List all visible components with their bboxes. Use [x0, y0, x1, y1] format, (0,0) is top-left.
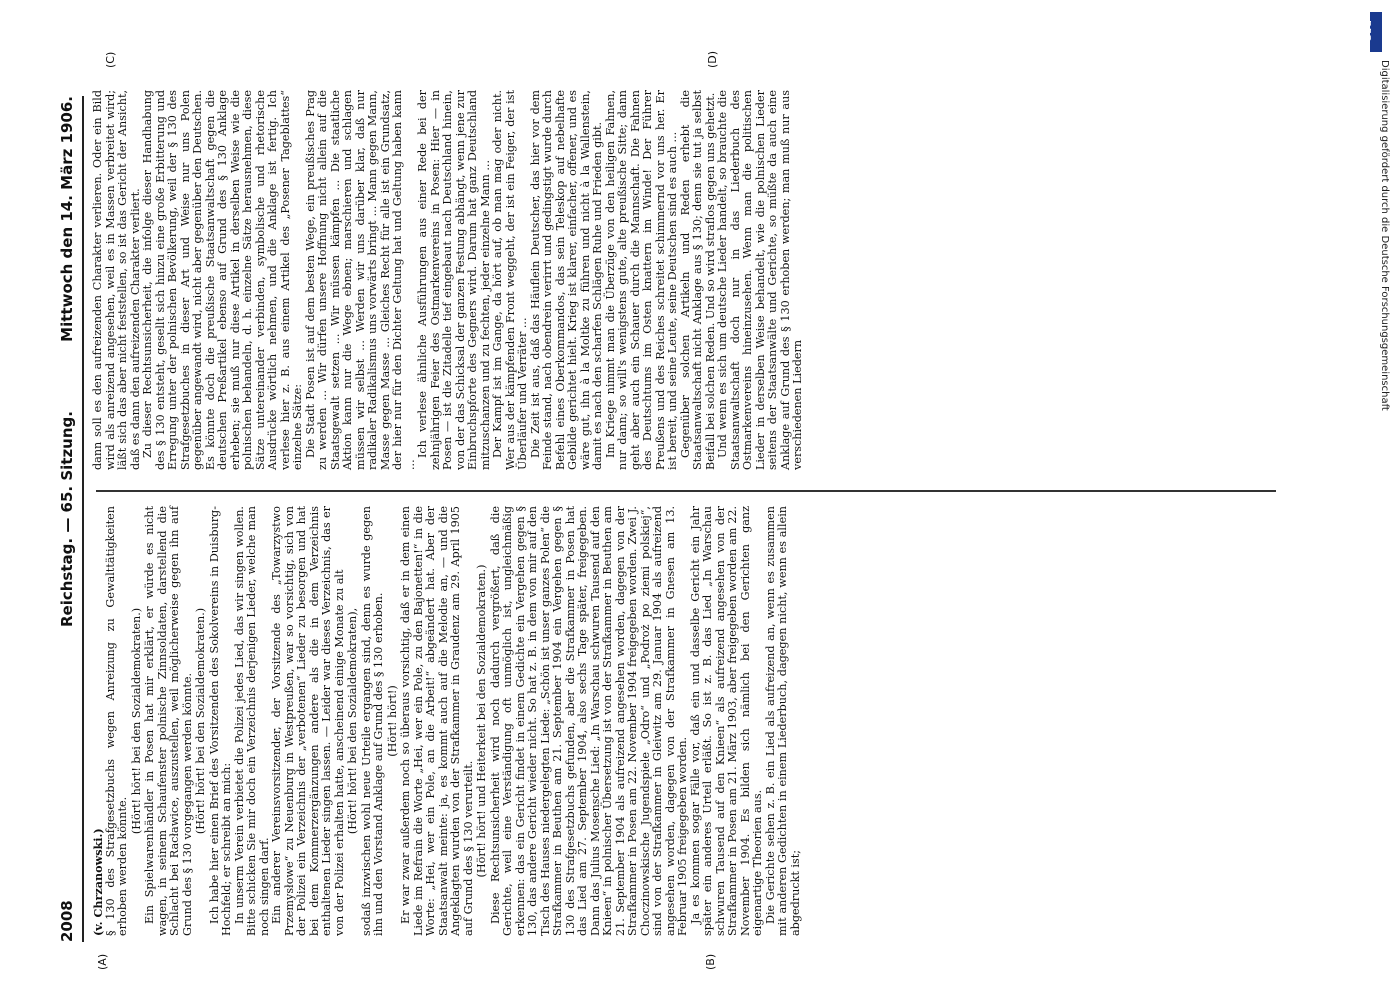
quotation: Die Zeit ist aus, daß das Häuflein Deutscher, das hier vor dem Feinde stand, nach obendrein verirrt und gedingstigt wurde durch Befehl eines Oberkommandos, das sein Teleskop auf nebelhafte Gebilde gerichtet hielt. Krieg ist klarer, einfacher, offener, und es wäre gut, ihn à la Moltke zu führen und nicht à la Wallenstein, damit es nach den scharfen Schlägen Ruhe und Frieden gibt. [528, 90, 604, 470]
paragraph: Diese Rechtsunsicherheit wird noch dadurch vergrößert, daß die Gerichte, weil eine Verständigung oft unmöglich ist, ungleichmäßig erkennen: das ein Gericht findet in einem Gedichte ein Vergehen gegen § 130, das andere Gericht wieder nicht. So hat z. B. in dem von mir auf den Tisch des Hauses niedergelegten Liede: „Schön ist unser ganzes Polen“ die Strafkammer in Beuthen am 21. September 1904 ein Vergehen gegen § 130 des Strafgesetzbuchs gefunden, aber die Strafkammer in Posen hat das Lied am 27. September 1904, also sechs Tage später, freigegeben. Dann das Julius Mosensche Lied: „In Warschau schwuren Tausend auf den Knieen“ in polnischer Übersetzung ist von der Strafkammer in Beuthen am 21. September 1904 als aufreizend angesehen worden, dagegen von der Strafkammer in Posen am 22. November 1904 freigegeben worden. Zwei J. Choczinowskische Jugendspiele „Odro“ und „Podroż po ziemi polskiej“, sind von der Strafkammer in Gleiwitz am 29. Januar 1904 als aufreizend angesehen worden, dagegen von der Strafkammer in Gnesen am 13. Februar 1905 freigegeben worden. [488, 506, 689, 936]
paragraph: Ich habe hier einen Brief des Vorsitzenden des Sokolvereins in Duisburg-Hochfeld; er schreibt an mich: [207, 506, 233, 936]
column-divider [96, 490, 1276, 492]
paragraph: sodaß inzwischen wohl neue Urteile ergangen sind, denn es wurde gegen ihn und den Vorstand Anklage auf Grund des § 130 erhoben. [359, 506, 385, 936]
left-column [92, 506, 802, 936]
interjection: (Hört! hört!) [385, 685, 399, 757]
paragraph: dann soll es den aufreizenden Charakter verlieren. Oder ein Bild wird als anreizend angesehen, weil es in Massen verbreitet wird; läßt sich das aber nicht feststellen, so ist das Gericht der Ansicht, daß es dann den aufreizenden Charakter verliert. [91, 90, 142, 470]
paragraph: § 130 des Strafgesetzbuchs wegen Anreizung zu Gewalttätigkeiten erhoben werden könnte. [103, 506, 129, 936]
paragraph: Zu dieser Rechtsunsicherheit, die infolge dieser Handhabung des § 130 entsteht, gesellt sich hinzu eine große Erbitterung und Erregung unter der polnischen Bevölkerung, weil der § 130 des Strafgesetzbuches in dieser Art und Weise nur uns Polen gegenüber angewandt wird, nicht aber gegenüber den Deutschen. Es könnte doch die preußische Staatsanwaltschaft gegen die deutschen Preßartikel ebenso auf Grund des § 130 Anklage erheben; sie muß nur diese Artikel in derselben Weise wie die polnischen behandeln, d. h. einzelne Sätze herausnehmen, diese Sätze untereinander verbinden, symbolische und rhetorische Ausdrücke wörtlich nehmen, und die Anklage ist fertig. Ich verlese hier z. B. aus einem Artikel des „Posener Tageblattes“ einzelne Sätze: [141, 90, 304, 470]
quotation: Der Kampf ist im Gange, da hört auf, ob man mag oder nicht. Wer aus der kämpfenden Front weggeht, der ist ein Feiger, der ist Überläufer und Verräter ... [491, 90, 529, 470]
paragraph: Ich verlese ähnliche Ausführungen aus einer Rede bei der zehnjährigen Feier des Ostmarkenvereins in Posen: Hier — in Posen — ist die Zitadelle tief eingebaut nach Deutschland hinein, von der das Schicksal der ganzen Festung abhängt, wenn jene zur Einbruchspforte des Gegners wird. Darum hat ganz Deutschland mitzuschanzen und zu fechten, jeder einzelne Mann ... [416, 90, 492, 470]
margin-marker-c: (C) [104, 51, 117, 68]
interjection: (Hört! hört! bei den Sozialdemokraten.) [129, 607, 143, 835]
header-rule [82, 96, 84, 942]
page-header [56, 96, 80, 942]
paragraph: Ein anderer Vereinsvorsitzender, der Vorsitzende des „Towarzystwo Przemysłowe“ zu Neuenburg in Westpreußen, war so vorsichtig, sich von der Polizei ein Verzeichnis der „verbotenen“ Lieder zu besorgen und hat bei dem Kommerzergänzungen andere als die in dem Verzeichnis enthaltenen Lieder singen lassen. — Leider war dieses Verzeichnis, das er von der Polizei erhalten hatte, anscheinend einige Monate zu alt [270, 506, 346, 936]
quotation: Im Kriege nimmt man die Überzüge von den heiligen Fahnen, nur dann; so will's wenigstens gute, alte preußische Sitte; dann geht aber auch ein Schauer durch die Mannschaft. Die Fahnen des Deutschtums im Osten knattern im Winde! Der Führer Preußens und des Reiches schreitet schimmernd vor uns her. Er ist bereit, und seine Leute, seine Deutschen sind es auch ... [603, 90, 679, 470]
right-column [92, 90, 805, 470]
interjection: (Hört! hört! bei den Sozialdemokraten), [346, 607, 359, 835]
paragraph: Gegenüber solchen Artikeln und Reden erhebt die Staatsanwaltschaft nicht Anklage aus § 130; denn sie tut ja selbst Beifall bei solchen Reden. Und so wird straflos gegen uns gehetzt. [678, 90, 717, 470]
digitization-credit: Digitalisierung gefördert durch die Deutsche Forschungsgemeinschaft [1379, 60, 1390, 411]
margin-marker-b: (B) [704, 953, 717, 970]
margin-marker-d: (D) [706, 50, 719, 68]
dfg-logo-text: DFG [1361, 20, 1372, 42]
margin-marker-a: (A) [96, 953, 109, 970]
session-date: Mittwoch den 14. März 1906. [58, 96, 76, 342]
paragraph: Die Gerichte sehen z. B. ein Lied als aufreizend an, wenn es zusammen mit anderen Gedichten in einem Liederbuch, dagegen nicht, wenn es allein abgedruckt ist; [763, 506, 802, 936]
speaker-name: (v. Chrzanowski.) [91, 828, 105, 936]
interjection: (Hört! hört! bei den Sozialdemokraten.) [194, 607, 207, 835]
paragraph: Er war zwar außerdem noch so überaus vorsichtig, daß er in dem einen Liede im Refrain die Worte „Hei, wer ein Pole, zu den Bajonetten!“ in die Worte: „Hei, wer ein Pole, an die Arbeit!“ abgeändert hat. Aber der Staatsanwalt meinte: ja, es kommt auch auf die Melodie an, — und die Angeklagten wurden von der Strafkammer in Graudenz am 29. April 1905 auf Grund des § 130 verurteilt. [399, 506, 475, 936]
quotation: In unserm Verein verbietet die Polizei jedes Lied, das wir singen wollen. Bitte schicken Sie mir doch ein Verzeichnis derjenigen Lieder, welche man noch singen darf. [232, 506, 271, 936]
session-title: Reichstag. — 65. Sitzung. [58, 411, 76, 627]
interjection: (Hört! hört! und Heiterkeit bei den Sozialdemokraten.) [475, 564, 488, 878]
quotation: Die Stadt Posen ist auf dem besten Wege, ein preußisches Prag zu werden ... Wir dürfen unsere Hoffnung nicht allein auf die Staatsgewalt setzen ... Wir müssen kämpfen ... Die staatliche Aktion kann nur die Wege ebnen; marschieren und schlagen müssen wir selbst ... Werden wir uns darüber klar, daß nur radikaler Radikalismus uns vorwärts bringt ... Mann gegen Mann, Masse gegen Masse ... Gleiches Recht für alle ist ein Grundsatz, der hier nur für den Dichter Geltung hat und Geltung haben kann ... [303, 90, 417, 470]
paragraph: Und wenn es sich um deutsche Lieder handelt, so brauchte die Staatsanwaltschaft doch nur in das Liederbuch des Ostmarkenvereins hineinzusehen. Wenn man die politischen Lieder in derselben Weise behandelt, wie die polnischen Lieder seitens der Staatsanwälte und Gerichte, so müßte da auch eine Anklage auf Grund des § 130 erhoben werden; man muß nur aus verschiedenen Liedern [716, 90, 804, 470]
paragraph: Ja es kommen sogar Fälle vor, daß ein und dasselbe Gericht ein Jahr später ein anderes Urteil erläßt. So ist z. B. das Lied „In Warschau schwuren Tausend auf den Knieen“ als aufreizend angesehen von der Strafkammer in Posen am 21. März 1903, aber freigegeben worden am 22. November 1904. Es bilden sich nämlich bei den Gerichten ganz eigenartige Theorien aus. [688, 506, 764, 936]
page-number: 2008 [58, 900, 76, 942]
paragraph: Ein Spielwarenhändler in Posen hat mir erklärt, er würde es nicht wagen, in seinem Schaufenster polnische Zinnsoldaten, darstellend die Schlacht bei Racławice, auszustellen, weil möglicherweise gegen ihn auf Grund des § 130 vorgegangen werden könnte. [143, 506, 194, 936]
